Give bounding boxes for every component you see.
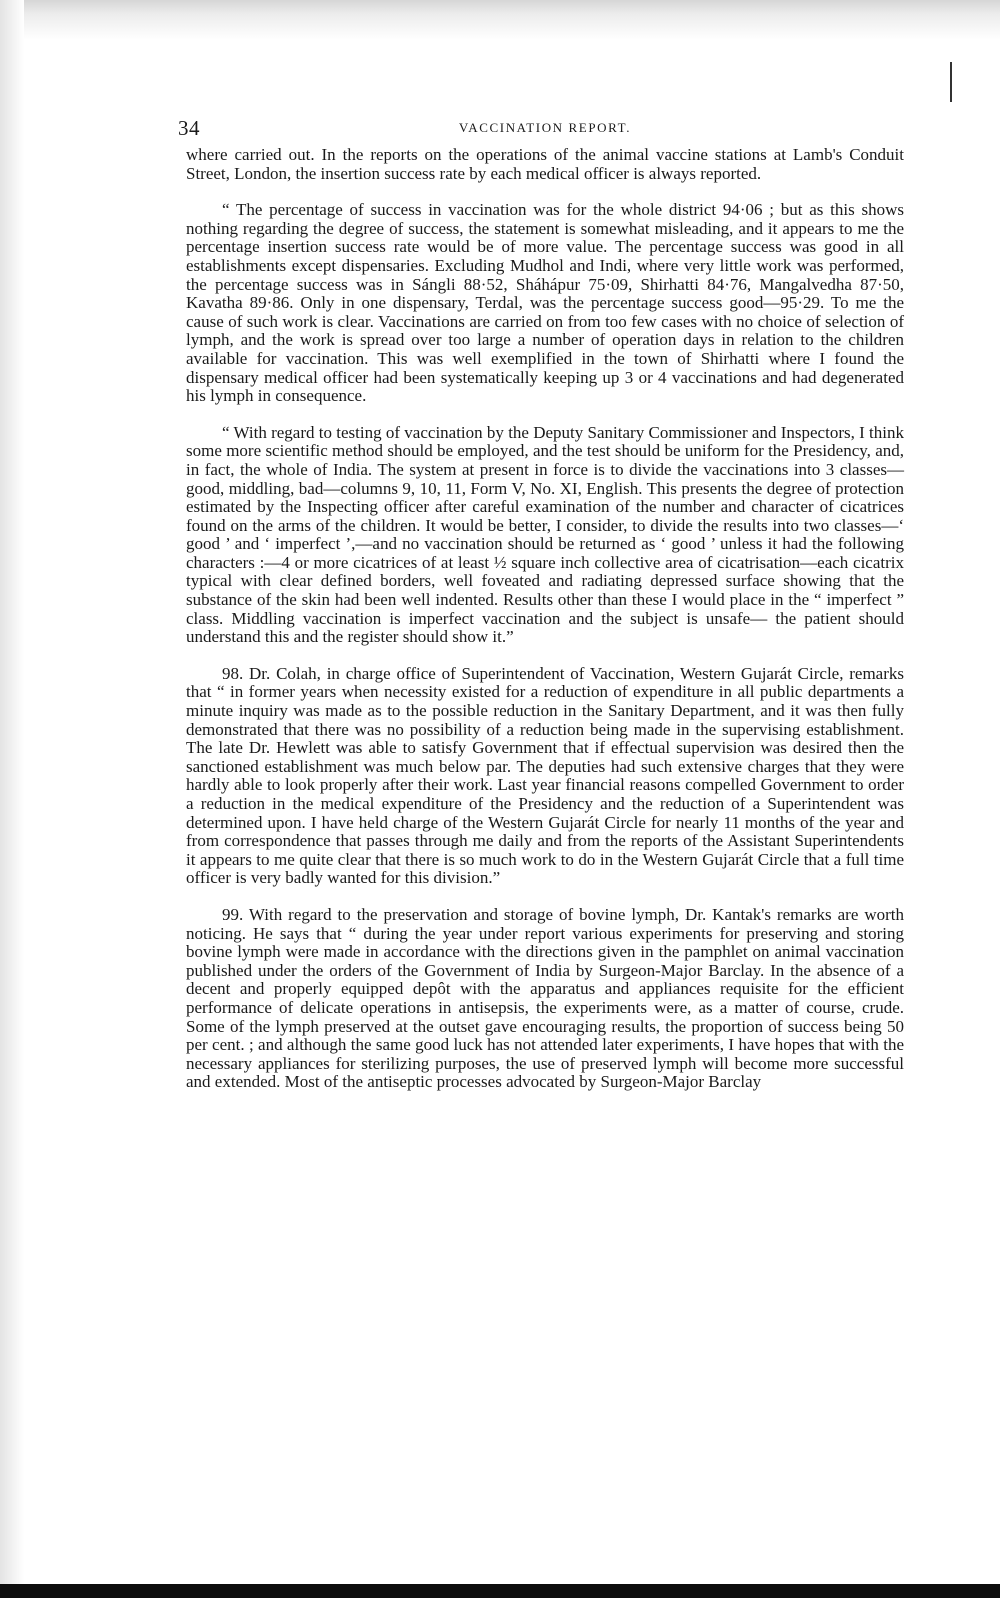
running-title: VACCINATION REPORT. <box>458 120 632 135</box>
quote-paragraph-success-rate: “ The percentage of success in vaccination was for the whole district 94·06 ; but as this shows nothing regarding the degree of success, the statement is somewhat misleading, and it appears to me the percentage insertion success rate would be of more value. The percentage success was good in all establishments except dispensaries. Excluding Mudhol and Indi, where very little work was performed, the percentage success was in Sángli 88·52, Sháhápur 75·09, Shirhatti 84·76, Mangalvedha 87·50, Kavatha 89·86. Only in one dispensary, Terdal, was the percentage success good—95·29. To me the cause of such work is clear. Vaccinations are carried on from too few cases with no choice of selection of lymph, and the work is spread over too large a number of operation days in relation to the children available for vaccination. This was well exemplified in the town of Shirhatti where I found the dispensary medical officer had been systematically keeping up 3 or 4 vaccinations and had degenerated his lymph in consequence. <box>186 200 904 406</box>
paragraph-99: 99. With regard to the preservation and storage of bovine lymph, Dr. Kantak's remarks are worth noticing. He says that “ during the year under report various experiments for preserving and storing bovine lymph were made in accordance with the directions given in the pamphlet on animal vaccination published under the orders of the Government of India by Surgeon-Major Barclay. In the absence of a decent and properly equipped depôt with the apparatus and appliances requisite for the efficient performance of delicate operations in antisepsis, the experiments were, as a matter of course, crude. Some of the lymph preserved at the outset gave encouraging results, the proportion of success being 50 per cent. ; and although the same good luck has not attended later experiments, I have hopes that with the necessary appliances for sterilizing purposes, the use of preserved lymph will become more successful and extended. Most of the antiseptic processes advocated by Surgeon-Major Barclay <box>186 904 904 1092</box>
paragraph-98: 98. Dr. Colah, in charge office of Superintendent of Vaccination, Western Gujarát Circle, remarks that “ in former years when necessity existed for a reduction of expenditure in all public departments a minute inquiry was made as to the possible reduction in the Sanitary Department, and it was then fully demonstrated that there was no possibility of a reduction being made in the supervising establishment. The late Dr. Hewlett was able to satisfy Government that if effectual supervision was desired then the sanctioned establishment was much below par. The deputies had such extensive charges that they were hardly able to look properly after their work. Last year financial reasons compelled Government to order a reduction in the medical expenditure of the Presidency and the reduction of a Superintendent was determined upon. I have held charge of the Western Gujarát Circle for nearly 11 months of the year and from correspondence that passes through me daily and from the reports of the Assistant Superintendents it appears to me quite clear that there is so much work to do in the Western Gujarát Circle that a full time officer is very badly wanted for this division.” <box>186 663 904 888</box>
paragraph-continuation: where carried out. In the reports on the operations of the animal vaccine stations at Lamb's Conduit Street, London, the insertion success rate by each medical officer is always reported. <box>186 145 904 183</box>
page-number: 34 <box>178 116 200 140</box>
quote-paragraph-testing: “ With regard to testing of vaccination by the Deputy Sanitary Commissioner and Inspectors, I think some more scientific method should be employed, and the test should be uniform for the Presidency, and, in fact, the whole of India. The system at present in force is to divide the vaccinations into 3 classes—good, middling, bad—columns 9, 10, 11, Form V, No. XI, English. This presents the degree of protection estimated by the Inspecting officer after careful examination of the number and character of cicatrices found on the arms of the children. It would be better, I consider, to divide the results into two classes—‘ good ’ and ‘ imperfect ’,—and no vaccination should be returned as ‘ good ’ unless it had the following characters :—4 or more cicatrices of at least ½ square inch collective area of cicatrisation—each cicatrix typical with clear defined borders, well foveated and radiating depressed surface showing that the substance of the skin had been well indented. Results other than these I would place in the “ imperfect ” class. Middling vaccination is imperfect vaccination and the subject is unsafe— the patient should understand this and the register should show it.” <box>186 422 904 647</box>
scan-bottom-edge <box>0 1584 1000 1598</box>
margin-mark <box>950 62 952 102</box>
scan-top-edge <box>0 0 1000 40</box>
scan-left-edge <box>0 0 24 1584</box>
document-page <box>178 116 904 1092</box>
running-head <box>178 116 904 146</box>
